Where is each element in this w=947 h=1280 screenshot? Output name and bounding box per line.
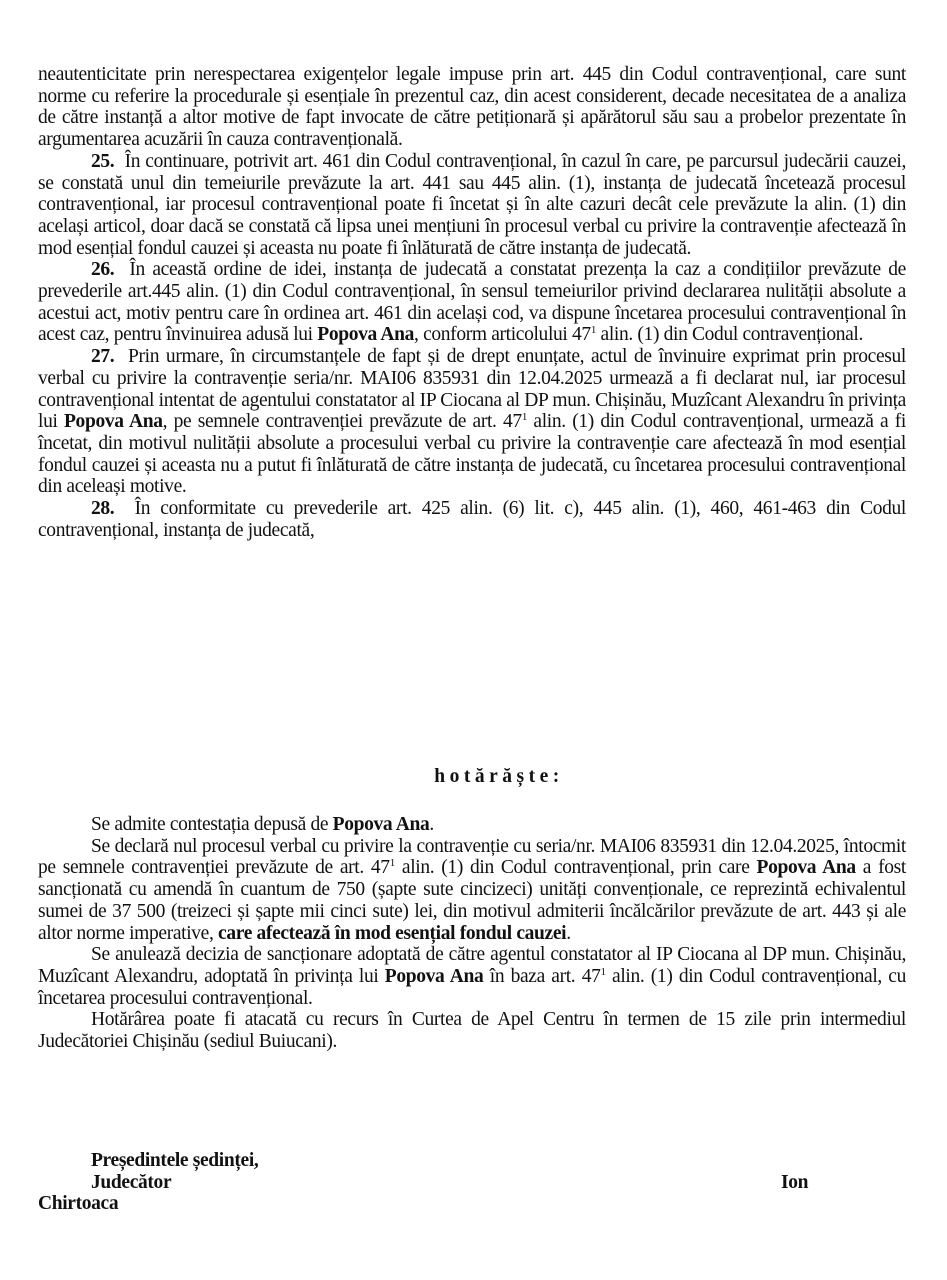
party-name: Popova Ana <box>756 857 856 879</box>
decision-section <box>38 814 906 1053</box>
superscript: 1 <box>590 324 596 337</box>
decision-item-annul <box>38 944 906 1009</box>
party-name: Popova Ana <box>332 814 430 835</box>
paragraph-text: alin. (1) din Codul contravențional, urmează a fi încetat, din motivul nulității absolute a procesului verbal cu privire la contravenție care afectează în mod esențial fondul cauzei și aceasta nu a putut fi înlăturată de către instanța de judecată, cu încetarea procesului contravențional din aceleași motive. <box>38 411 907 498</box>
decision-item-admit <box>38 814 906 836</box>
paragraph-28 <box>38 498 906 541</box>
signature-block <box>38 1150 906 1215</box>
party-name: Popova Ana <box>63 411 163 433</box>
paragraph-text: alin. (1) din Codul contravențional. <box>595 324 864 346</box>
paragraph-number: 25. <box>91 150 115 172</box>
paragraph-number: 28. <box>91 498 115 520</box>
paragraph-number: 26. <box>91 259 115 281</box>
intro-paragraph <box>38 64 906 151</box>
emphasis-text: care afectează în mod esențial fondul cauzei <box>218 922 567 944</box>
paragraph-text: În această ordine de idei, instanța de judecată a constatat prezența la caz a condițiilor prevăzute de prevederile art.445 alin. (1) din Codul contravențional, în sensul temeiurilor privind declararea nulității absolute a acestui act, motiv pentru care în ordinea art. 461 din același cod, va dispune încetarea procesului contravențional în acest caz, pentru învinuirea adusă lui <box>38 259 906 346</box>
decision-text: . <box>566 922 571 944</box>
intro-text: neautenticitate prin nerespectarea exigențelor legale impuse prin art. 445 din Codul contravențional, care sunt norme cu referire la procedurale și esențiale în prezentul caz, din acest considerent, decade necesitatea de a analiza de către instanță a altor motive de fapt invocate de către petiționară și apărătorul său sau a probelor prezentate în argumentarea acuzării în cauza contravențională. <box>38 64 906 151</box>
judge-label: Judecător <box>91 1171 172 1193</box>
decision-text: Hotărârea poate fi atacată cu recurs în Curtea de Apel Centru în termen de 15 zile prin intermediul Judecătoriei Chișinău (sediul Buiucani). <box>38 1009 906 1053</box>
signature-title: Președintele ședinței, <box>91 1150 259 1171</box>
paragraph-25 <box>38 151 906 260</box>
paragraph-27 <box>38 346 906 498</box>
paragraph-26 <box>38 259 906 346</box>
superscript: 1 <box>389 857 395 870</box>
superscript: 1 <box>600 965 606 978</box>
decision-text: . <box>429 814 434 835</box>
superscript: 1 <box>521 411 527 424</box>
decision-text: a fost sancționată cu amendă în cuantum de 750 (șapte sute cincizeci) unități convenționale, ce reprezintă echivalentul sumei de 37 500 (treizeci și șapte mii cinci sute) lei, din motivul admiterii încălcărilor prevăzute de art. 443 și ale altor norme imperative, <box>38 857 906 944</box>
paragraph-number: 27. <box>91 346 115 368</box>
document-page <box>38 64 907 1215</box>
decision-item-nullify <box>38 836 906 945</box>
judge-last-name: Chirtoaca <box>38 1193 119 1215</box>
decision-item-appeal <box>38 1009 906 1052</box>
judge-first-name: Ion <box>781 1171 809 1193</box>
decision-text: Se anulează decizia de sancționare adoptată de către agentul constatator al IP Ciocana al DP mun. Chișinău, Muzîcant Alexandru, adoptată în privința lui <box>38 944 906 987</box>
decision-text: în baza art. 47 <box>483 965 601 987</box>
decision-heading: hotărăște: <box>434 766 564 787</box>
decision-text: alin. (1) din Codul contravențional, prin care <box>394 857 757 879</box>
paragraph-text: , pe semnele contravenției prevăzute de art. 47 <box>162 411 522 433</box>
decision-text: alin. (1) din Codul contravențional, cu încetarea procesului contravențional. <box>38 965 907 1009</box>
signature-role <box>38 1172 906 1194</box>
paragraph-text: , conform articolului 47 <box>414 324 591 346</box>
paragraph-text: În continuare, potrivit art. 461 din Codul contravențional, în cazul în care, pe parcursul judecării cauzei, se constată unul din temeiurile prevăzute la art. 441 sau 445 alin. (1), instanța de judecată încetează procesul contravențional, iar procesul contravențional poate fi încetat și în alte cazuri decât cele prevăzute la alin. (1) din același articol, doar dacă se constată că lipsa unei mențiuni în procesul verbal cu privire la contravenție afectează în mod esențial fondul cauzei și aceasta nu poate fi înlăturată de către instanța de judecată. <box>38 150 906 259</box>
party-name: Popova Ana <box>317 324 415 346</box>
paragraph-text: Prin urmare, în circumstanțele de fapt și de drept enunțate, actul de învinuire exprimat prin procesul verbal cu privire la contravenție seria/nr. MAI06 835931 din 12.04.2025 urmează a fi declarat nul, iar procesul contravențional intentat de agentului constatator al IP Ciocana al DP mun. Chișinău, Muzîcant Alexandru în privința lui <box>38 346 906 433</box>
decision-text: Se declară nul procesul verbal cu privire la contravenție cu seria/nr. MAI06 835931 din 12.04.2025, întocmit pe semnele contravenției prevăzute de art. 47 <box>38 835 906 879</box>
party-name: Popova Ana <box>384 965 484 987</box>
paragraph-text: În conformitate cu prevederile art. 425 alin. (6) lit. c), 445 alin. (1), 460, 461-463 din Codul contravențional, instanța de judecată, <box>38 498 906 541</box>
decision-text: Se admite contestația depusă de <box>91 814 333 835</box>
